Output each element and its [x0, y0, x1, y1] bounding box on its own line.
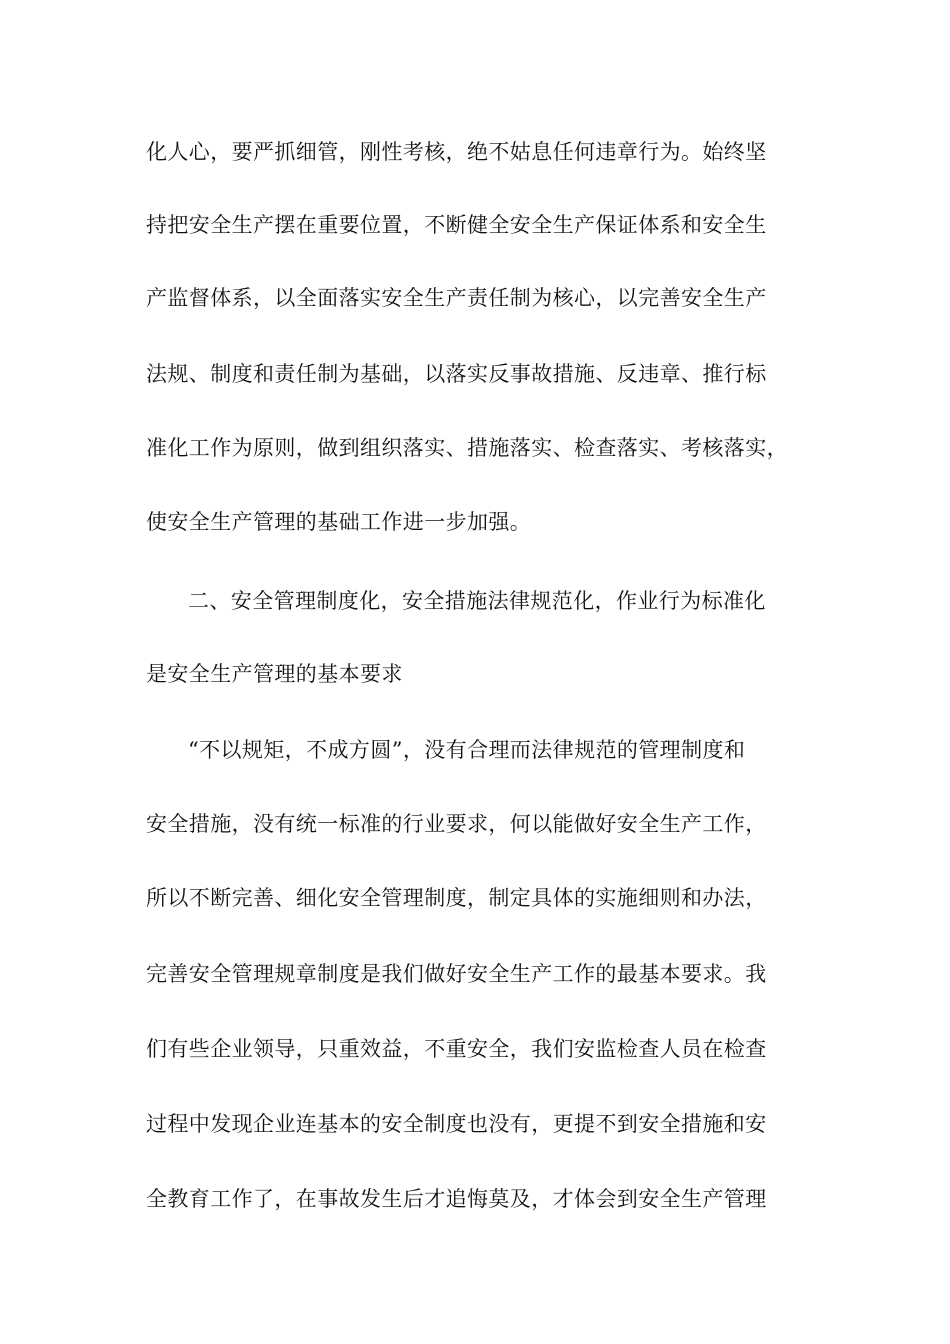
- section-heading-line-2: 是安全生产管理的基本要求: [146, 662, 403, 686]
- text-line-10: 安全措施，没有统一标准的行业要求，何以能做好安全生产工作，: [146, 812, 767, 836]
- text-line-2: 持把安全生产摆在重要位置，不断健全安全生产保证体系和安全生: [146, 213, 767, 237]
- text-line-11: 所以不断完善、细化安全管理制度，制定具体的实施细则和办法，: [146, 886, 767, 910]
- text-line-15: 全教育工作了，在事故发生后才追悔莫及，才体会到安全生产管理: [146, 1187, 767, 1211]
- text-line-6: 使安全生产管理的基础工作进一步加强。: [146, 510, 532, 534]
- text-line-13: 们有些企业领导，只重效益，不重安全，我们安监检查人员在检查: [146, 1037, 767, 1061]
- text-line-14: 过程中发现企业连基本的安全制度也没有，更提不到安全措施和安: [146, 1112, 767, 1136]
- section-heading-line-1: 二、安全管理制度化，安全措施法律规范化，作业行为标准化: [188, 589, 766, 613]
- text-line-1: 化人心，要严抓细管，刚性考核，绝不姑息任何违章行为。始终坚: [146, 140, 767, 164]
- text-line-3: 产监督体系，以全面落实安全生产责任制为核心，以完善安全生产: [146, 286, 767, 310]
- text-line-4: 法规、制度和责任制为基础，以落实反事故措施、反违章、推行标: [146, 362, 767, 386]
- text-line-9: “不以规矩，不成方圆”，没有合理而法律规范的管理制度和: [188, 738, 746, 762]
- text-line-5: 准化工作为原则，做到组织落实、措施落实、检查落实、考核落实，: [146, 436, 788, 460]
- text-line-12: 完善安全管理规章制度是我们做好安全生产工作的最基本要求。我: [146, 962, 767, 986]
